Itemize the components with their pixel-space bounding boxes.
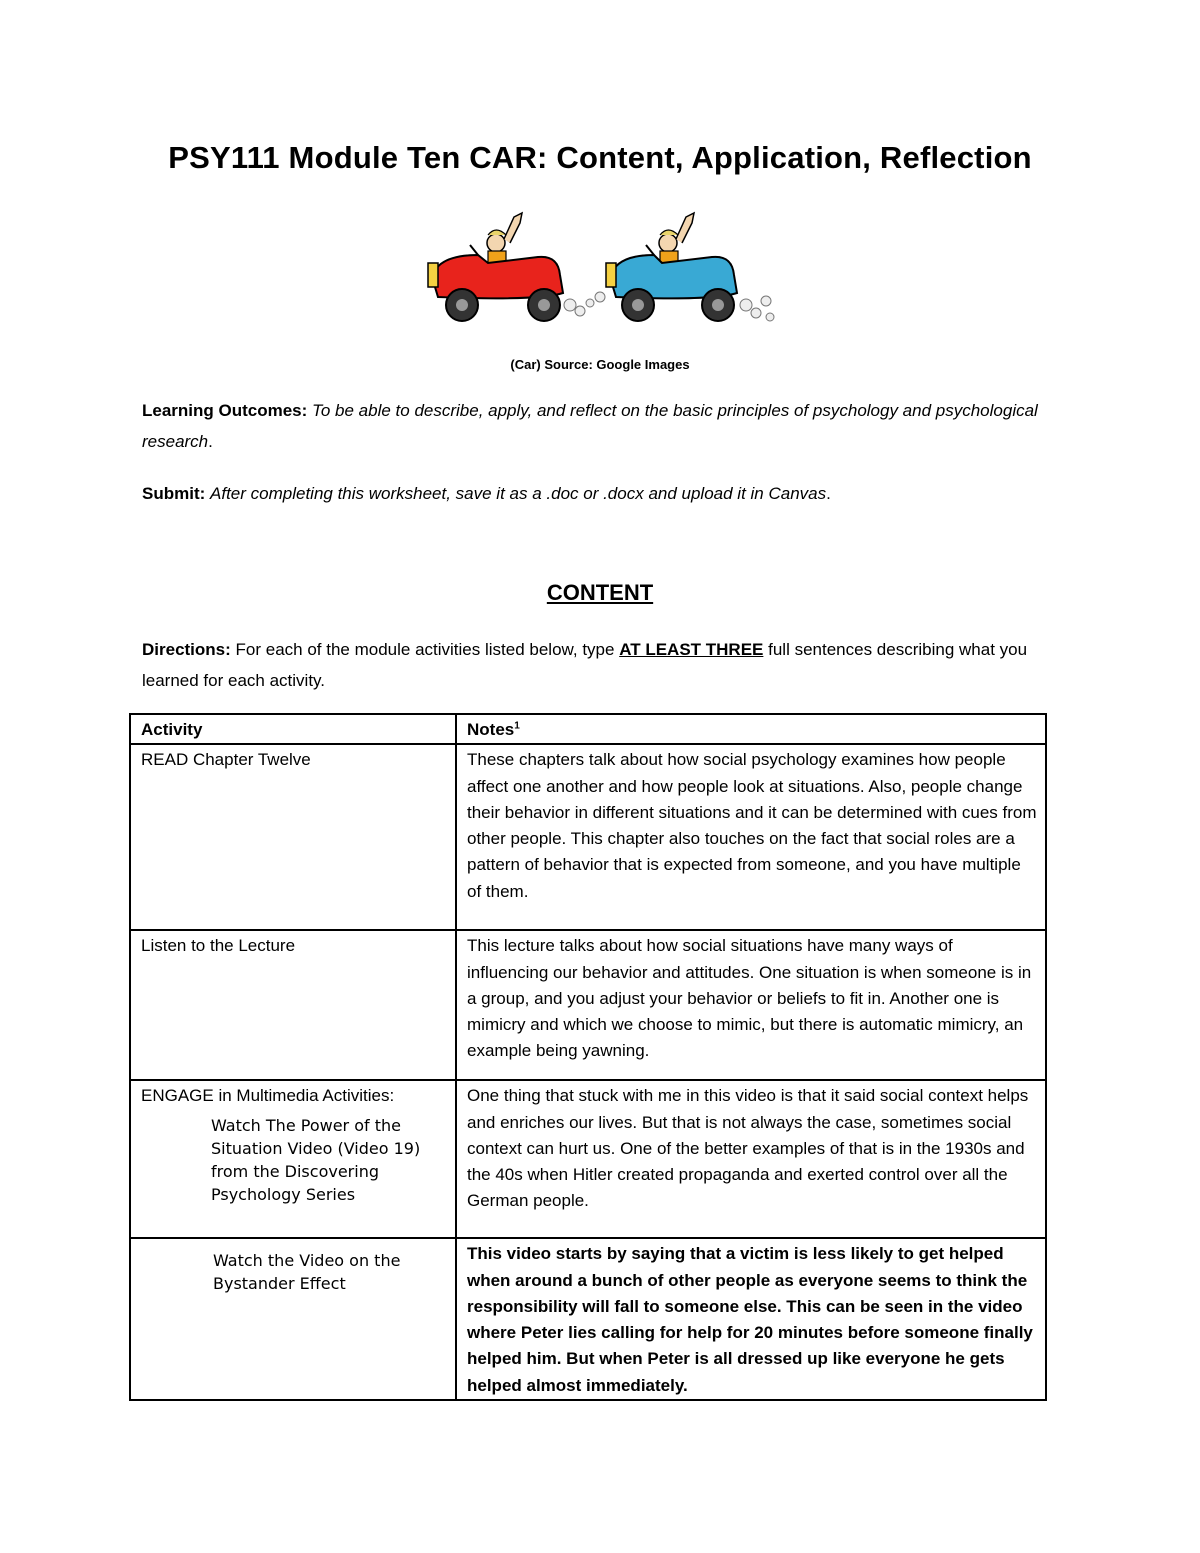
notes-cell: This lecture talks about how social situations have many ways of influencing our behavior and attitudes. One situation is when someone is in a group, and you adjust your behavior or beliefs to fit in. Another one is mimicry and which we choose to mimic, but there is automatic mimicry, an example being yawning. [456,930,1046,1080]
activity-cell: READ Chapter Twelve [130,744,456,930]
table-row [130,744,1046,930]
section-heading: CONTENT [546,580,654,605]
activity-label: ENGAGE in Multimedia Activities: [141,1086,395,1106]
directions-emphasis: AT LEAST THREE [619,640,764,659]
submit-end: . [826,484,831,503]
notes-cell: These chapters talk about how social psychology examines how people affect one another and how people look at situations. Also, people change their behavior in different situations and it can be determined with cues from other people. This chapter also touches on the fact that social roles are a pattern of behavior that is expected from someone, and you have multiple of them. [456,744,1046,930]
image-caption: (Car) Source: Google Images [510,357,690,372]
directions [142,634,1062,696]
table-row [130,930,1046,1080]
learning-outcomes [142,395,1062,457]
submit-instructions [142,478,1062,509]
header-activity: Activity [130,714,456,744]
blue-car-icon [606,213,774,321]
learning-outcomes-end: . [208,432,213,451]
activities-table [129,713,1047,1401]
sub-activity-label: Watch the Video on the Bystander Effect [213,1251,401,1294]
learning-outcomes-label: Learning Outcomes: [142,401,308,420]
submit-label: Submit: [142,484,206,503]
directions-text-1: For each of the module activities listed below, type [235,640,615,659]
activity-cell [130,1080,456,1238]
header-notes-label: Notes [467,720,515,739]
activity-cell [130,1238,456,1400]
directions-text-2: full sentences describing what you learned for each activity. [142,640,1028,690]
table-header-row [130,714,1046,744]
notes-cell: This video starts by saying that a victim is less likely to get helped when around a bunch of other people as everyone seems to think the responsibility will fall to someone else. This can be seen in the video where Peter lies calling for help for 20 minutes before someone finally helped him. But when Peter is all dressed up like everyone he gets helped almost immediately. [456,1238,1046,1400]
red-car-icon [428,213,605,321]
learning-outcomes-text: To be able to describe, apply, and reflect on the basic principles of psychology and psychological research [142,401,1038,451]
table-row [130,1080,1046,1238]
header-notes [456,714,1046,744]
page-title: PSY111 Module Ten CAR: Content, Application, Reflection [168,140,1032,175]
directions-label: Directions: [142,640,231,659]
notes-cell: One thing that stuck with me in this video is that it said social context helps and enriches our lives. But that is not always the case, sometimes social context can hurt us. One of the better examples of that is in the 1930s and the 40s when Hitler created propaganda and exerted control over all the German people. [456,1080,1046,1238]
cartoon-cars-image [418,205,778,335]
submit-text: After completing this worksheet, save it as a .doc or .docx and upload it in Canvas [210,484,827,503]
sub-activity-label: Watch The Power of the Situation Video (Video 19) from the Discovering Psychology Series [211,1115,421,1204]
table-row [130,1238,1046,1400]
footnote-marker: 1 [514,720,520,732]
activity-cell: Listen to the Lecture [130,930,456,1080]
